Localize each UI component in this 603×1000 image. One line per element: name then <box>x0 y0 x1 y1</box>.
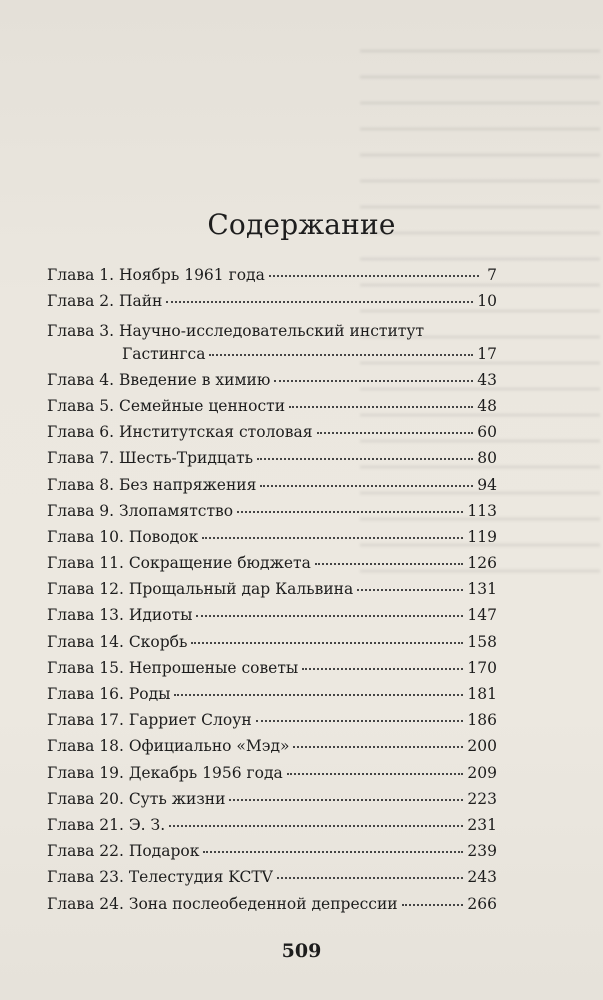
page-number: 10 <box>477 292 497 311</box>
chapter-title: Глава 13. Идиоты <box>47 606 193 625</box>
toc-entry <box>47 790 497 816</box>
dot-leader <box>174 691 463 696</box>
toc-entry <box>47 868 497 894</box>
toc-entry <box>47 633 497 659</box>
page-number: 239 <box>467 842 497 861</box>
chapter-title: Глава 14. Скорбь <box>47 632 188 651</box>
chapter-title: Глава 11. Сокращение бюджета <box>47 554 311 573</box>
dot-leader <box>169 822 463 827</box>
page-number: 60 <box>477 423 497 442</box>
dot-leader <box>269 272 479 277</box>
page-number: 80 <box>477 449 497 468</box>
chapter-title: Глава 17. Гарриет Слоун <box>47 711 252 730</box>
chapter-title: Глава 16. Роды <box>47 685 171 703</box>
folio-page-number: 509 <box>281 940 322 962</box>
dot-leader <box>402 901 464 906</box>
chapter-title: Глава 12. Прощальный дар Кальвина <box>47 580 354 599</box>
page-number: 223 <box>467 789 497 808</box>
dot-leader <box>289 403 473 408</box>
page-number: 119 <box>467 527 497 546</box>
dot-leader <box>237 508 463 513</box>
dot-leader <box>274 377 473 382</box>
chapter-title: Глава 24. Зона послеобеденной депрессии <box>47 894 398 913</box>
dot-leader <box>317 429 474 434</box>
toc-entry <box>47 528 497 554</box>
dot-leader <box>287 770 464 775</box>
chapter-title: Глава 2. Пайн <box>47 292 163 311</box>
page-number: 243 <box>467 868 497 887</box>
chapter-title: Глава 18. Официально «Мэд» <box>47 737 290 756</box>
dot-leader <box>196 612 463 617</box>
chapter-title-continuation: Гастингса <box>122 344 206 363</box>
page-number: 186 <box>467 711 497 730</box>
page-number: 7 <box>487 266 497 284</box>
toc-entry <box>47 476 497 502</box>
dot-leader <box>257 455 473 460</box>
chapter-title: Глава 9. Злопамятство <box>47 501 234 520</box>
dot-leader <box>260 482 473 487</box>
page-number: 266 <box>467 894 497 913</box>
toc-entry <box>47 502 497 528</box>
page-number: 126 <box>467 554 497 573</box>
page-number: 17 <box>477 344 497 363</box>
chapter-title: Глава 19. Декабрь 1956 года <box>47 763 283 782</box>
toc-entry <box>47 659 497 685</box>
chapter-title: Глава 3. Научно-исследовательский институт <box>47 322 425 341</box>
page-number: 158 <box>467 632 497 651</box>
toc-entry <box>47 816 497 842</box>
chapter-title: Глава 8. Без напряжения <box>47 475 257 494</box>
dot-leader <box>166 298 473 303</box>
toc-entry <box>47 764 497 790</box>
page-number: 131 <box>467 580 497 599</box>
chapter-title: Глава 10. Поводок <box>47 527 199 546</box>
chapter-title: Глава 5. Семейные ценности <box>47 396 286 415</box>
toc-entry <box>47 371 497 397</box>
dot-leader <box>191 639 463 644</box>
page-number: 200 <box>467 737 497 756</box>
chapter-title: Глава 7. Шесть-Тридцать <box>47 449 254 468</box>
chapter-title: Глава 15. Непрошеные советы <box>47 658 299 677</box>
chapter-title: Глава 1. Ноябрь 1961 года <box>47 266 265 284</box>
toc-entry <box>47 423 497 449</box>
toc-entry <box>47 737 497 763</box>
chapter-title: Глава 4. Введение в химию <box>47 370 271 389</box>
page-number: 94 <box>477 475 497 494</box>
page-number: 231 <box>467 815 497 834</box>
toc-entry <box>47 842 497 868</box>
toc-entry <box>47 895 497 921</box>
dot-leader <box>209 351 473 356</box>
page-number: 209 <box>467 763 497 782</box>
toc-entry <box>47 266 497 292</box>
dot-leader <box>202 534 463 539</box>
toc-entry <box>47 318 497 370</box>
chapter-title: Глава 22. Подарок <box>47 842 200 861</box>
page-number: 147 <box>467 606 497 625</box>
toc-entry <box>47 685 497 711</box>
dot-leader <box>203 848 463 853</box>
dot-leader <box>302 665 463 670</box>
toc-entry <box>47 606 497 632</box>
dot-leader <box>315 560 464 565</box>
toc-entry <box>47 580 497 606</box>
page-number: 43 <box>477 370 497 389</box>
dot-leader <box>357 586 463 591</box>
toc-entry <box>47 292 497 318</box>
page-number: 181 <box>467 685 497 703</box>
toc-entry <box>47 711 497 737</box>
chapter-title: Глава 20. Суть жизни <box>47 789 226 808</box>
page-number: 48 <box>477 396 497 415</box>
dot-leader <box>256 717 464 722</box>
page-number: 170 <box>467 658 497 677</box>
chapter-title: Глава 23. Телестудия KCTV <box>47 868 273 887</box>
chapter-title: Глава 6. Институтская столовая <box>47 423 313 442</box>
dot-leader <box>229 796 463 801</box>
table-of-contents <box>47 266 497 921</box>
dot-leader <box>277 874 464 879</box>
chapter-title: Глава 21. Э. З. <box>47 815 166 834</box>
dot-leader <box>293 743 463 748</box>
toc-entry <box>47 449 497 475</box>
page-number: 113 <box>467 501 497 520</box>
toc-entry <box>47 397 497 423</box>
toc-entry <box>47 554 497 580</box>
page-title: Содержание <box>207 208 396 241</box>
